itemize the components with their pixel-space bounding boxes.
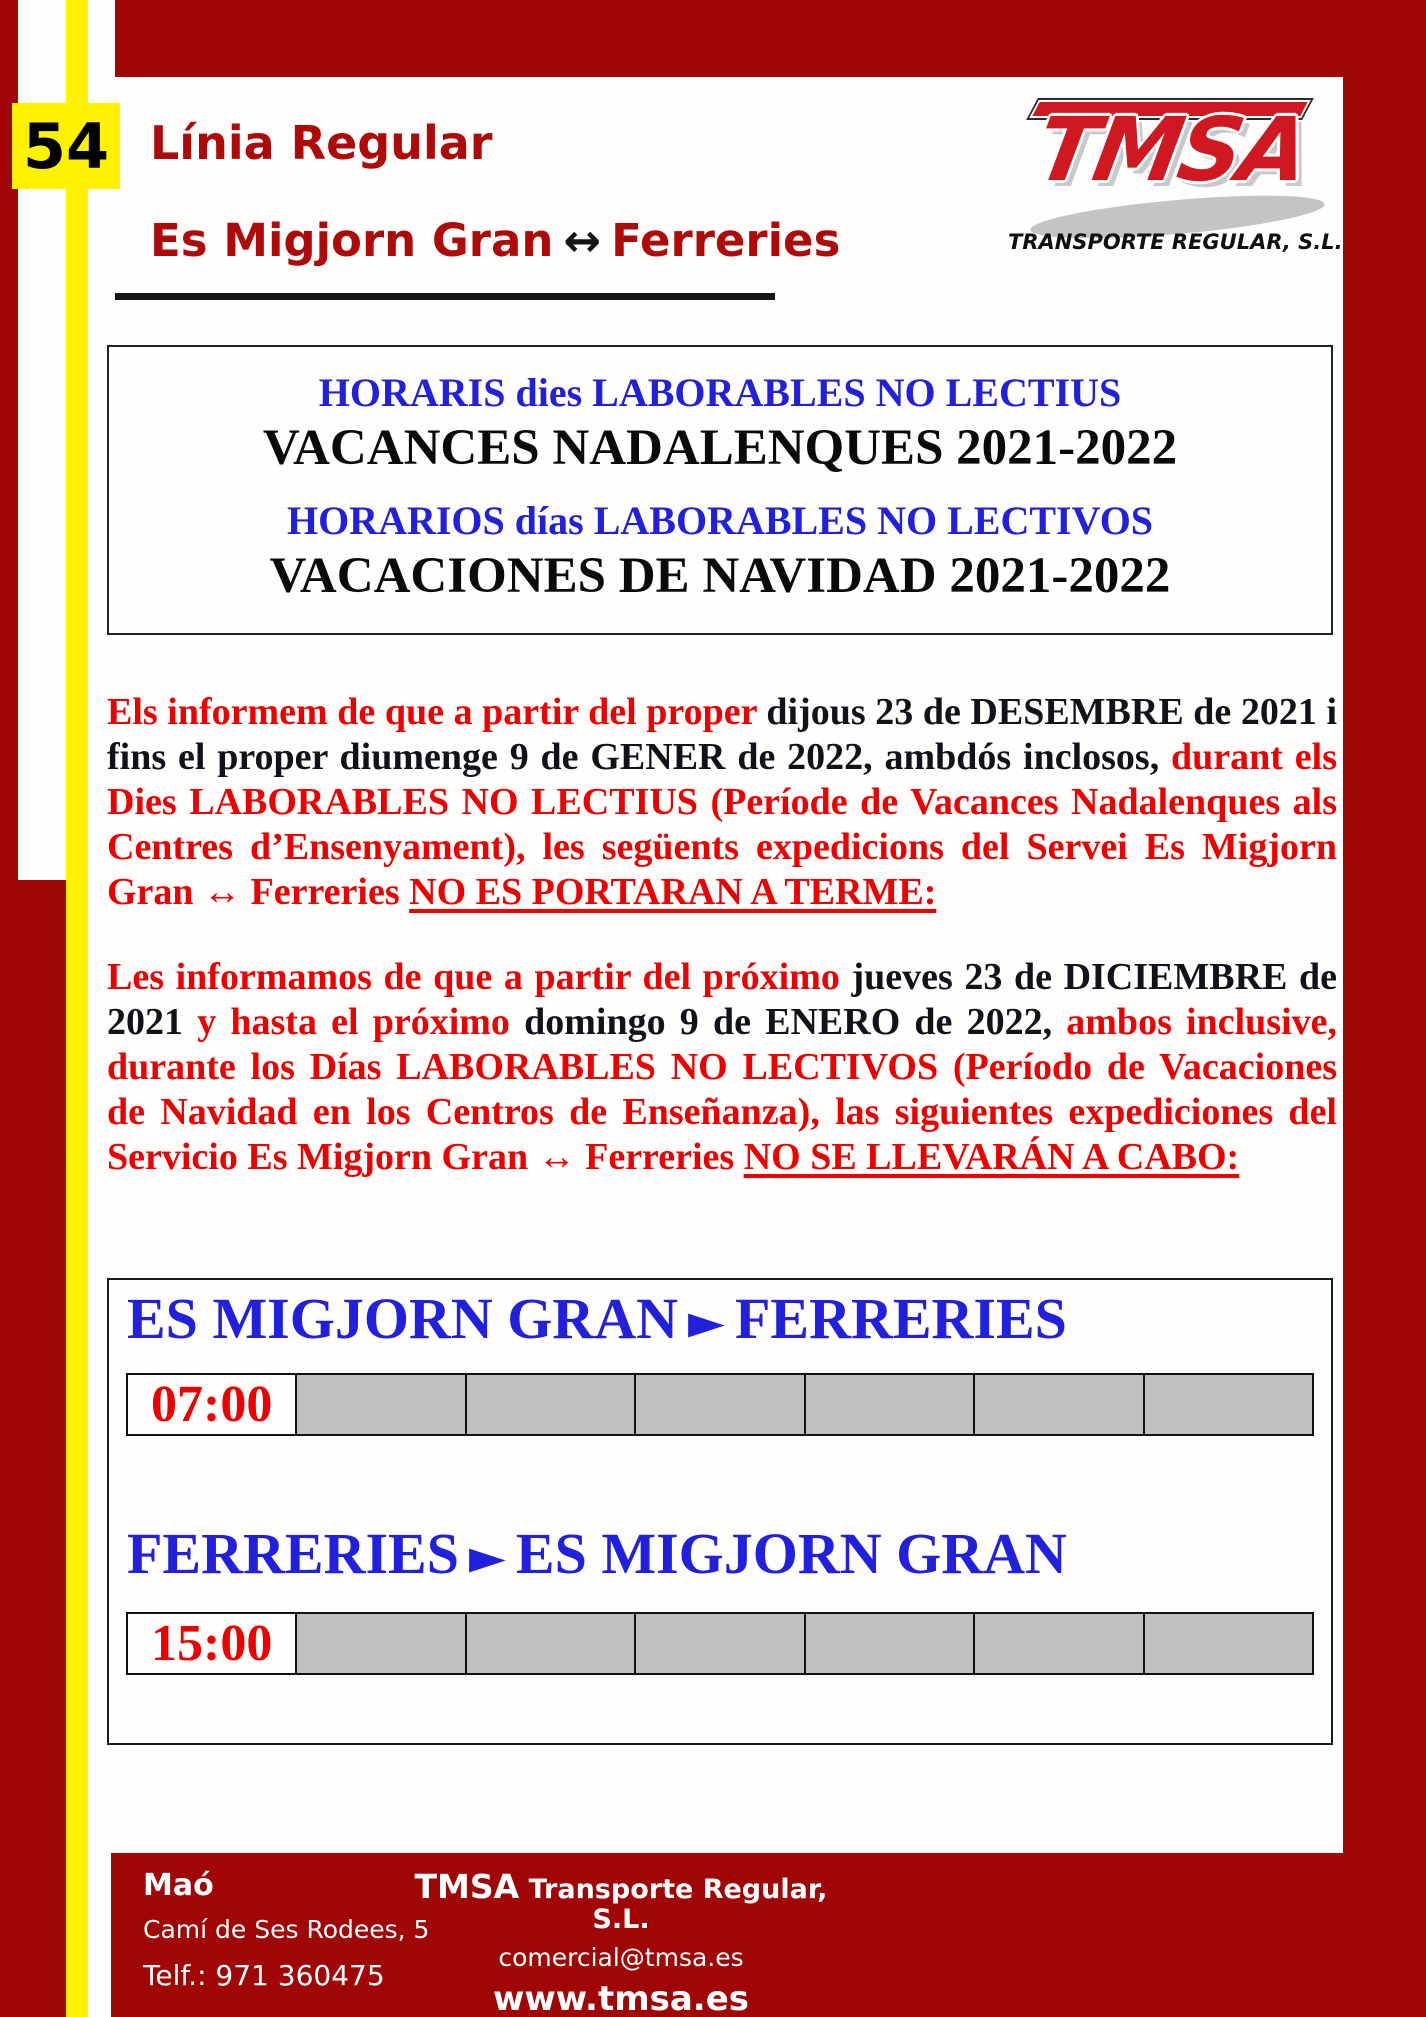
empty-cell: [1145, 1373, 1314, 1436]
right-triangle-icon: ►: [688, 1294, 725, 1350]
office-phone: Telf.: 971 360475: [143, 1959, 385, 1992]
empty-cell: [975, 1373, 1144, 1436]
company-email: comercial@tmsa.es: [498, 1942, 744, 1972]
empty-cell: [975, 1612, 1144, 1675]
text-segment: Els informem de que a partir del proper: [107, 691, 767, 733]
company-name: TMSA: [414, 1867, 520, 1906]
title-underline: [115, 293, 775, 300]
right-triangle-icon: ►: [468, 1529, 506, 1585]
text-segment: Les informamos de que a partir del próximo: [107, 956, 852, 998]
empty-cell: [467, 1612, 636, 1675]
header-title-es: VACACIONES DE NAVIDAD 2021-2022: [269, 548, 1171, 604]
company-name-line: [411, 1869, 831, 1935]
double-arrow-icon: ↔: [563, 214, 602, 267]
text-segment: jueves 23 de DICIEMBRE de 2021: [107, 956, 1337, 1043]
departure-time-cell: 07:00: [126, 1373, 297, 1436]
line-number-badge: [12, 103, 120, 189]
paragraph-catalan: [107, 690, 1337, 915]
direction-title-return: [127, 1521, 1067, 1586]
direction-to: ES MIGJORN GRAN: [515, 1521, 1067, 1586]
paragraph-spanish: [107, 955, 1337, 1180]
timetable-row-outbound: [126, 1373, 1314, 1436]
text-segment: y hasta el próximo: [197, 1001, 525, 1043]
left-border-wide: [0, 880, 66, 2017]
direction-title-outbound: [127, 1286, 1067, 1351]
empty-cell: [806, 1373, 975, 1436]
text-segment: dijous 23 de DESEMBRE de 2021 i fins el proper diumenge 9 de GENER de 2022, ambdós inclosos,: [107, 691, 1338, 778]
empty-cell: [297, 1373, 466, 1436]
text-segment: domingo 9 de ENERO de 2022,: [524, 1001, 1067, 1043]
schedule-header-box: [107, 345, 1333, 635]
empty-cell: [636, 1373, 805, 1436]
empty-cell: [297, 1612, 466, 1675]
empty-cell: [636, 1612, 805, 1675]
route-destination: Ferreries: [611, 214, 841, 267]
empty-cell: [1145, 1612, 1314, 1675]
route-origin: Es Migjorn Gran: [150, 214, 554, 267]
empty-cell: [806, 1612, 975, 1675]
header-title-ca: VACANCES NADALENQUES 2021-2022: [262, 420, 1178, 476]
logo-caption: TRANSPORTE REGULAR, S.L.: [1008, 230, 1343, 254]
office-city: Maó: [143, 1868, 214, 1903]
direction-from: ES MIGJORN GRAN: [127, 1286, 679, 1351]
footer: [111, 1853, 1426, 2017]
tmsa-logo: [1000, 84, 1345, 256]
top-border-band: [115, 0, 1426, 77]
logo-wordmark: TMSA: [1029, 98, 1315, 201]
empty-cell: [467, 1373, 636, 1436]
company-legal-form: Transporte Regular, S.L.: [519, 1874, 828, 1936]
text-segment: durant els Dies LABORABLES NO LECTIUS (Període de Vacances Nadalenques als Centres d’Ensenyament), les següents expedicions del Servei Es Migjorn Gran ↔ Ferreries: [107, 736, 1337, 913]
direction-to: FERRERIES: [734, 1286, 1067, 1351]
route-title: [150, 214, 841, 267]
right-border-band: [1343, 0, 1426, 2017]
timetable-row-return: [126, 1612, 1314, 1675]
header-line-es: HORARIOS días LABORABLES NO LECTIVOS: [286, 498, 1154, 543]
text-segment: ambos inclusive, durante los Días LABORABLES NO LECTIVOS (Período de Vacaciones de Navidad en los Centros de Enseñanza), las siguientes expediciones del Servicio Es Migjorn Gran ↔ Ferreries: [107, 1001, 1337, 1178]
footer-office-block: [143, 1868, 430, 1992]
text-segment: NO SE LLEVARÁN A CABO:: [743, 1136, 1240, 1178]
departure-time-cell: 15:00: [126, 1612, 297, 1675]
office-address: Camí de Ses Rodees, 5: [143, 1915, 430, 1944]
direction-from: FERRERIES: [127, 1521, 459, 1586]
header-line-ca: HORARIS dies LABORABLES NO LECTIUS: [318, 370, 1122, 415]
line-number: 54: [22, 109, 110, 183]
schedule-box: [107, 1278, 1333, 1745]
yellow-stripe: [66, 0, 88, 2017]
company-website: www.tmsa.es: [492, 1978, 750, 2017]
text-segment: NO ES PORTARAN A TERME:: [409, 871, 937, 913]
footer-company-block: [411, 1869, 831, 2016]
page-title: Línia Regular: [150, 116, 493, 170]
